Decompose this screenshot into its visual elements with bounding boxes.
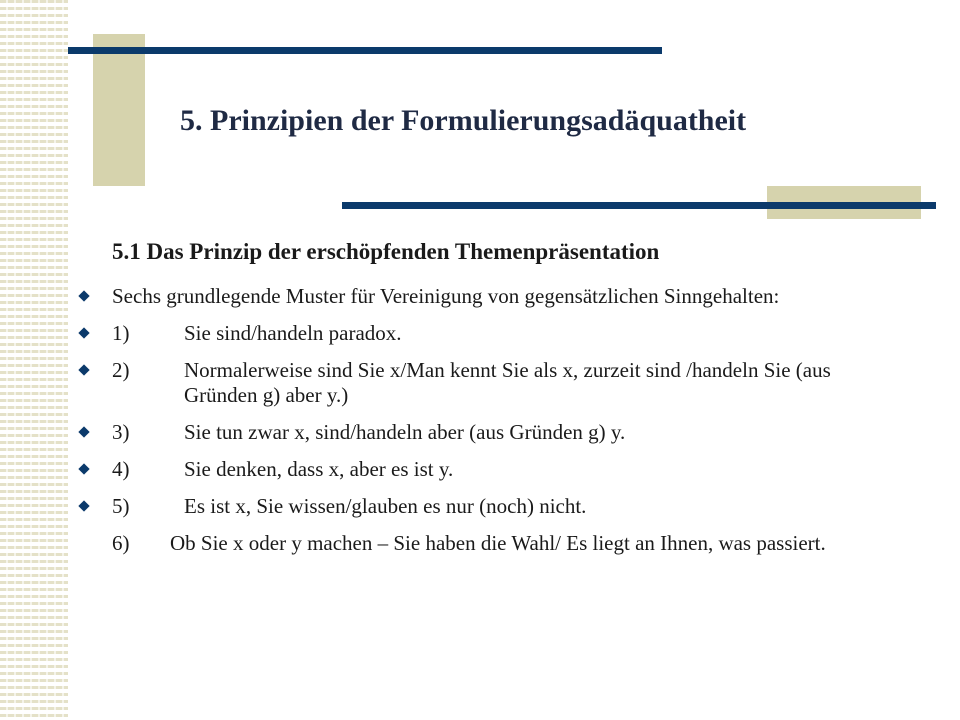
diamond-bullet-icon xyxy=(78,500,89,511)
item-number: 1) xyxy=(112,321,130,345)
diamond-bullet-icon xyxy=(78,426,89,437)
item-text: Sie sind/handeln paradox. xyxy=(184,321,402,345)
list-item xyxy=(80,321,900,346)
slide-subtitle: 5.1 Das Prinzip der erschöpfenden Themenpräsentation xyxy=(112,239,660,264)
list-item xyxy=(80,457,900,482)
slide-title: 5. Prinzipien der Formulierungsadäquatheit xyxy=(180,104,747,137)
item-text: Es ist x, Sie wissen/glauben es nur (noch) nicht. xyxy=(184,494,587,518)
list-item xyxy=(80,531,900,556)
item-number: 6) xyxy=(112,531,130,555)
pattern-list xyxy=(80,284,900,568)
decorative-beige-block-left xyxy=(93,34,145,186)
decorative-navy-line-bottom xyxy=(342,202,936,209)
list-item xyxy=(80,358,900,408)
decorative-stripes xyxy=(0,0,68,720)
list-item xyxy=(80,494,900,519)
item-text: Sie denken, dass x, aber es ist y. xyxy=(184,457,454,481)
diamond-bullet-icon xyxy=(78,327,89,338)
diamond-bullet-icon xyxy=(78,463,89,474)
decorative-navy-line-top xyxy=(68,47,662,54)
diamond-bullet-icon xyxy=(78,364,89,375)
item-number: 3) xyxy=(112,420,130,444)
item-text: Normalerweise sind Sie x/Man kennt Sie als x, zurzeit sind /handeln Sie (aus Gründen g) aber y.) xyxy=(184,358,831,407)
diamond-bullet-icon xyxy=(78,290,89,301)
item-text: Ob Sie x oder y machen – Sie haben die Wahl/ Es liegt an Ihnen, was passiert. xyxy=(170,531,826,555)
item-number: 5) xyxy=(112,494,130,518)
list-item xyxy=(80,420,900,445)
item-text: Sie tun zwar x, sind/handeln aber (aus Gründen g) y. xyxy=(184,420,626,444)
item-number: 4) xyxy=(112,457,130,481)
list-item-intro xyxy=(80,284,900,309)
intro-text: Sechs grundlegende Muster für Vereinigung von gegensätzlichen Sinngehalten: xyxy=(112,284,780,308)
item-number: 2) xyxy=(112,358,130,382)
